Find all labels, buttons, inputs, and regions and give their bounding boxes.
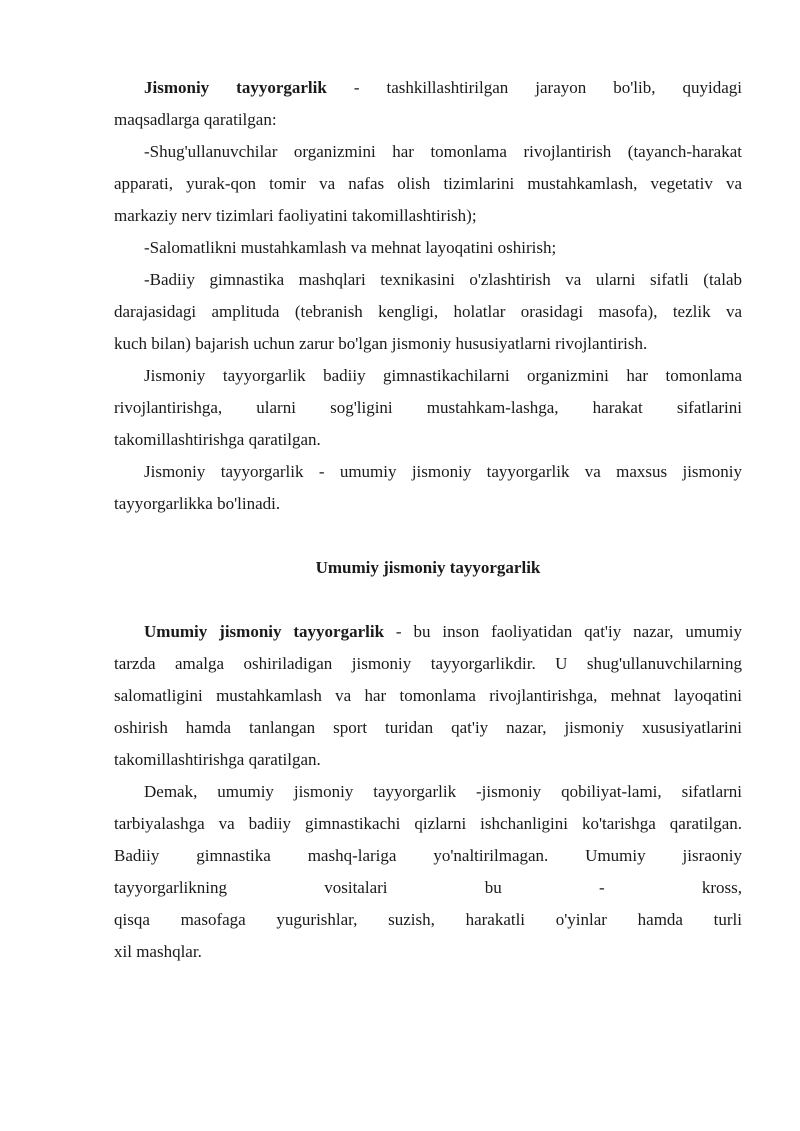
text-line: darajasidagi amplituda (tebranish kengligi, holatlar orasidagi masofa), tezlik va bbox=[114, 302, 742, 321]
section-heading: Umumiy jismoniy tayyorgarlik bbox=[315, 558, 541, 577]
text-line: -Salomatlikni mustahkamlash va mehnat layoqatini oshirish; bbox=[144, 238, 557, 257]
text-line: -Shug'ullanuvchilar organizmini har tomonlama rivojlantirish (tayanch-harakat bbox=[144, 142, 742, 161]
blank-line bbox=[114, 520, 742, 552]
paragraph-7 bbox=[114, 616, 742, 776]
text-line: oshirish hamda tanlangan sport turidan qat'iy nazar, jismoniy xususiyatlarini bbox=[114, 718, 742, 737]
bold-term: Umumiy jismoniy tayyorgarlik bbox=[144, 622, 385, 641]
text-line: apparati, yurak-qon tomir va nafas olish tizimlarini mustahkamlash, vegetativ va bbox=[114, 174, 742, 193]
text-line: Jismoniy tayyorgarlik badiiy gimnastikachilarni organizmini har tomonlama bbox=[144, 366, 742, 385]
paragraph-8 bbox=[114, 776, 742, 968]
text-line: maqsadlarga qaratilgan: bbox=[114, 110, 277, 129]
paragraph-3 bbox=[114, 232, 742, 264]
paragraph-1 bbox=[114, 72, 742, 136]
text-line: salomatligini mustahkamlash va har tomonlama rivojlantirishga, mehnat layoqatini bbox=[114, 686, 742, 705]
text-line: qisqa masofaga yugurishlar, suzish, harakatli o'yinlar hamda turli bbox=[114, 910, 742, 929]
text-line: xil mashqlar. bbox=[114, 942, 202, 961]
text-line: tayyorgarlikning vositalari bu - kross, bbox=[114, 878, 742, 897]
blank-line bbox=[114, 584, 742, 616]
text-line: Jismoniy tayyorgarlik - tashkillashtirilgan jarayon bo'lib, quyidagi bbox=[144, 78, 742, 97]
text-line: tarbiyalashga va badiiy gimnastikachi qizlarni ishchanligini ko'tarishga qaratilgan. bbox=[114, 814, 742, 833]
text-line: markaziy nerv tizimlari faoliyatini takomillashtirish); bbox=[114, 206, 477, 225]
paragraph-4 bbox=[114, 264, 742, 360]
text-line: Umumiy jismoniy tayyorgarlik - bu inson faoliyatidan qat'iy nazar, umumiy bbox=[144, 622, 743, 641]
paragraph-5 bbox=[114, 360, 742, 456]
text-line: takomillashtirishga qaratilgan. bbox=[114, 750, 321, 769]
text-line: Jismoniy tayyorgarlik - umumiy jismoniy tayyorgarlik va maxsus jismoniy bbox=[144, 462, 742, 481]
text-line: kuch bilan) bajarish uchun zarur bo'lgan jismoniy hususiyatlarni rivojlantirish. bbox=[114, 334, 648, 353]
paragraph-6 bbox=[114, 456, 742, 520]
bold-term: Jismoniy tayyorgarlik bbox=[144, 78, 327, 97]
text-line: Demak, umumiy jismoniy tayyorgarlik -jismoniy qobiliyat-lami, sifatlarni bbox=[144, 782, 742, 801]
text-line: tayyorgarlikka bo'linadi. bbox=[114, 494, 281, 513]
text-line: Badiiy gimnastika mashq-lariga yo'naltirilmagan. Umumiy jisraoniy bbox=[114, 846, 742, 865]
text-line: -Badiiy gimnastika mashqlari texnikasini o'zlashtirish va ularni sifatli (talab bbox=[144, 270, 742, 289]
text-line: tarzda amalga oshiriladigan jismoniy tayyorgarlikdir. U shug'ullanuvchilarning bbox=[114, 654, 742, 673]
document-page bbox=[114, 72, 742, 968]
text-line: rivojlantirishga, ularni sog'ligini mustahkam-lashga, harakat sifatlarini bbox=[114, 398, 742, 417]
paragraph-2 bbox=[114, 136, 742, 232]
text-line: takomillashtirishga qaratilgan. bbox=[114, 430, 321, 449]
